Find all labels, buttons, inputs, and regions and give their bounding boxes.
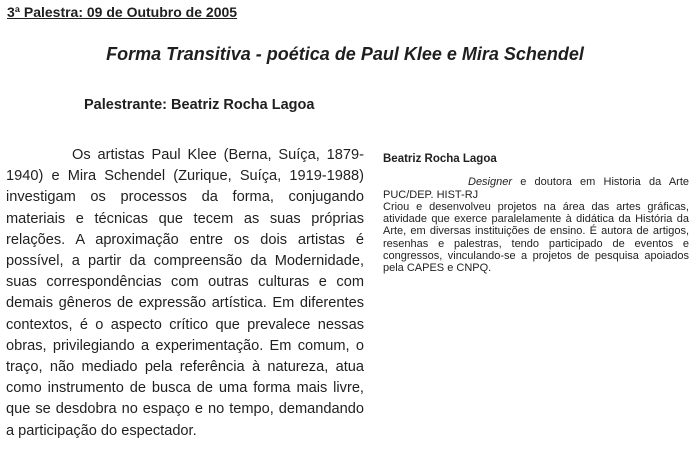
abstract-paragraph: Os artistas Paul Klee (Berna, Suíça, 1879-1940) e Mira Schendel (Zurique, Suíça, 1919-1988) investigam os processos da forma, conjugando materiais e técnicas que tecem as suas próprias relações. A aproximação entre os dois artistas é possível, a partir da compreensão da Modernidade, suas correspondências com outras culturas e com demais gêneros de expressão artística. Em diferentes contextos, é o aspecto crítico que prevalece nessas obras, privilegiando a experimentação. Em comum, o traço, não mediado pela referência à natureza, atua como instrumento de busca de uma forma mais livre, que se desdobra no espaço e no tempo, demandando a participação do espectador.: [6, 147, 364, 439]
speaker-bio-column: [383, 153, 689, 275]
bio-name: Beatriz Rocha Lagoa: [383, 153, 497, 165]
bio-description: Criou e desenvolveu projetos na área das artes gráficas, atividade que exerce paralelamente à didática da História da Arte, em diversas instituições de ensino. É autora de artigos, resenhas e palestras, tendo participado de eventos e congressos, vinculando-se a projetos de pesquisa apoiados pela CAPES e CNPQ.: [383, 200, 689, 275]
lecture-title: Forma Transitiva - poética de Paul Klee e Mira Schendel: [106, 44, 584, 64]
bio-role-designer: Designer: [468, 176, 513, 189]
lecture-number-date-header: 3ª Palestra: 09 de Outubro de 2005: [7, 4, 238, 20]
speaker-line: Palestrante: Beatriz Rocha Lagoa: [84, 97, 315, 113]
bio-role-line: [383, 176, 689, 201]
bio-role-rest: e doutora em Historia da Arte PUC/DEP. HIST-RJ: [383, 176, 689, 201]
